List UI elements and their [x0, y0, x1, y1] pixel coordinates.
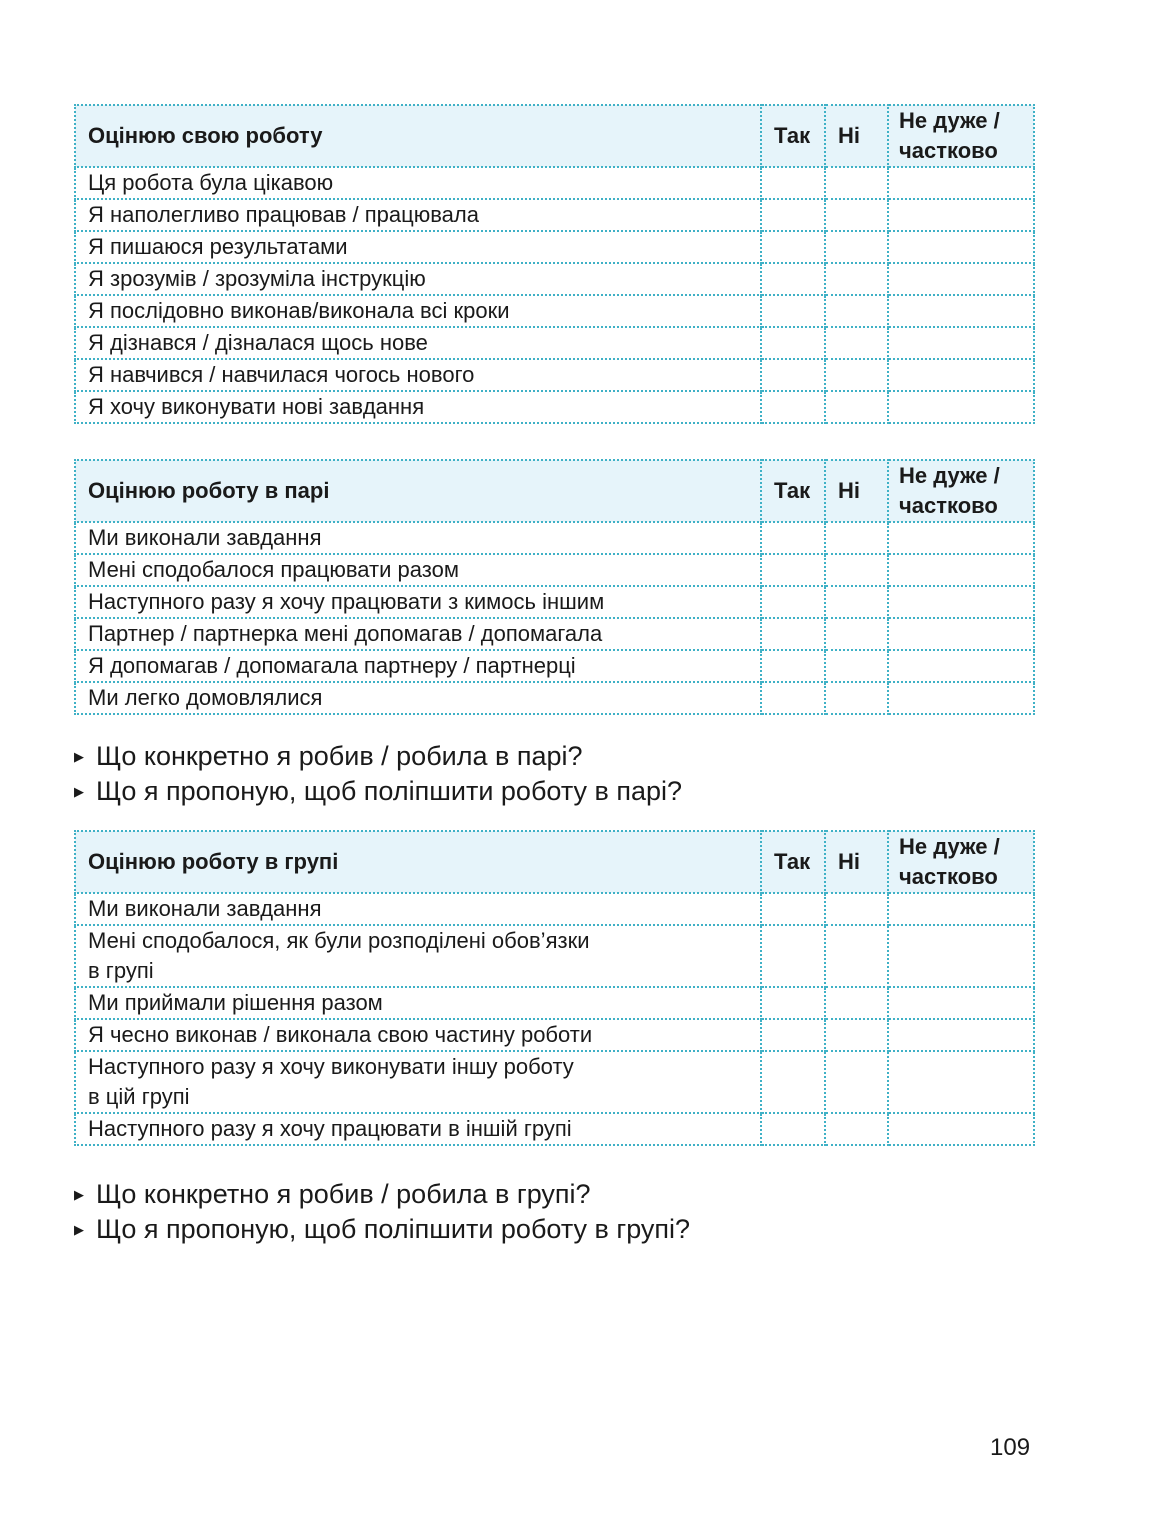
answer-yes-cell[interactable] [761, 586, 825, 618]
answer-no-cell[interactable] [825, 263, 888, 295]
answer-yes-cell[interactable] [761, 295, 825, 327]
table-header-row [75, 831, 1034, 893]
row-statement: Ця робота була цікавою [75, 167, 761, 199]
table-row [75, 586, 1034, 618]
answer-yes-cell[interactable] [761, 327, 825, 359]
triangle-right-icon: ▶ [74, 1187, 84, 1202]
table-row [75, 327, 1034, 359]
row-statement: Мені сподобалося працювати разом [75, 554, 761, 586]
list-item: ▶ Що конкретно я робив / робила в парі? [74, 739, 682, 774]
table-row [75, 925, 1034, 987]
answer-no-cell[interactable] [825, 199, 888, 231]
row-statement: Я наполегливо працював / працювала [75, 199, 761, 231]
table-row [75, 391, 1034, 423]
row-statement: Наступного разу я хочу виконувати іншу роботу в цій групі [75, 1051, 761, 1113]
row-statement: Я дізнався / дізналася щось нове [75, 327, 761, 359]
row-statement: Партнер / партнерка мені допомагав / допомагала [75, 618, 761, 650]
list-item: ▶ Що я пропоную, щоб поліпшити роботу в групі? [74, 1212, 690, 1247]
answer-partly-cell[interactable] [888, 167, 1034, 199]
answer-no-cell[interactable] [825, 554, 888, 586]
group-reflection-questions [74, 1177, 690, 1247]
answer-partly-cell[interactable] [888, 618, 1034, 650]
answer-yes-cell[interactable] [761, 391, 825, 423]
page-number: 109 [990, 1434, 1031, 1461]
row-statement: Я навчився / навчилася чогось нового [75, 359, 761, 391]
answer-partly-cell[interactable] [888, 263, 1034, 295]
row-statement: Я допомагав / допомагала партнеру / партнерці [75, 650, 761, 682]
triangle-right-icon: ▶ [74, 749, 84, 764]
answer-partly-cell[interactable] [888, 522, 1034, 554]
header-yes: Так [761, 460, 825, 522]
list-item: ▶ Що я пропоную, щоб поліпшити роботу в парі? [74, 774, 682, 809]
table-row [75, 167, 1034, 199]
answer-partly-cell[interactable] [888, 1019, 1034, 1051]
answer-partly-cell[interactable] [888, 359, 1034, 391]
answer-yes-cell[interactable] [761, 167, 825, 199]
answer-partly-cell[interactable] [888, 231, 1034, 263]
answer-yes-cell[interactable] [761, 618, 825, 650]
answer-no-cell[interactable] [825, 925, 888, 987]
answer-partly-cell[interactable] [888, 650, 1034, 682]
table-row [75, 263, 1034, 295]
row-statement: Я чесно виконав / виконала свою частину роботи [75, 1019, 761, 1051]
table-header-row [75, 105, 1034, 167]
header-question: Оцінюю свою роботу [75, 105, 761, 167]
row-statement: Я хочу виконувати нові завдання [75, 391, 761, 423]
table-row [75, 554, 1034, 586]
answer-yes-cell[interactable] [761, 893, 825, 925]
answer-partly-cell[interactable] [888, 682, 1034, 714]
answer-no-cell[interactable] [825, 522, 888, 554]
header-partly: Не дуже / частково [888, 831, 1034, 893]
triangle-right-icon: ▶ [74, 784, 84, 799]
answer-yes-cell[interactable] [761, 682, 825, 714]
self-assessment-table [74, 104, 1035, 424]
table-header-row [75, 460, 1034, 522]
answer-partly-cell[interactable] [888, 586, 1034, 618]
answer-yes-cell[interactable] [761, 263, 825, 295]
table-row [75, 231, 1034, 263]
row-statement: Ми виконали завдання [75, 522, 761, 554]
table-row [75, 618, 1034, 650]
answer-partly-cell[interactable] [888, 893, 1034, 925]
answer-no-cell[interactable] [825, 359, 888, 391]
answer-partly-cell[interactable] [888, 925, 1034, 987]
answer-no-cell[interactable] [825, 586, 888, 618]
answer-partly-cell[interactable] [888, 327, 1034, 359]
answer-no-cell[interactable] [825, 167, 888, 199]
table-row [75, 295, 1034, 327]
answer-yes-cell[interactable] [761, 925, 825, 987]
answer-yes-cell[interactable] [761, 1051, 825, 1113]
row-statement: Я пишаюся результатами [75, 231, 761, 263]
table-row [75, 682, 1034, 714]
table-row [75, 1113, 1034, 1145]
answer-no-cell[interactable] [825, 231, 888, 263]
pair-work-table [74, 459, 1035, 715]
answer-no-cell[interactable] [825, 327, 888, 359]
header-partly: Не дуже / частково [888, 105, 1034, 167]
answer-no-cell[interactable] [825, 295, 888, 327]
table-row [75, 1019, 1034, 1051]
group-work-table [74, 830, 1035, 1146]
answer-yes-cell[interactable] [761, 359, 825, 391]
answer-partly-cell[interactable] [888, 199, 1034, 231]
table-row [75, 1051, 1034, 1113]
header-yes: Так [761, 105, 825, 167]
answer-no-cell[interactable] [825, 1113, 888, 1145]
answer-partly-cell[interactable] [888, 1051, 1034, 1113]
answer-no-cell[interactable] [825, 682, 888, 714]
table-row [75, 199, 1034, 231]
header-no: Ні [825, 460, 888, 522]
header-question: Оцінюю роботу в групі [75, 831, 761, 893]
table-row [75, 893, 1034, 925]
answer-no-cell[interactable] [825, 1051, 888, 1113]
table-row [75, 650, 1034, 682]
header-no: Ні [825, 831, 888, 893]
answer-no-cell[interactable] [825, 618, 888, 650]
answer-no-cell[interactable] [825, 893, 888, 925]
answer-yes-cell[interactable] [761, 987, 825, 1019]
answer-yes-cell[interactable] [761, 522, 825, 554]
answer-yes-cell[interactable] [761, 1019, 825, 1051]
table-row [75, 359, 1034, 391]
row-statement: Ми легко домовлялися [75, 682, 761, 714]
row-statement: Я послідовно виконав/виконала всі кроки [75, 295, 761, 327]
row-statement: Ми виконали завдання [75, 893, 761, 925]
answer-partly-cell[interactable] [888, 987, 1034, 1019]
answer-partly-cell[interactable] [888, 295, 1034, 327]
list-item: ▶ Що конкретно я робив / робила в групі? [74, 1177, 690, 1212]
pair-reflection-questions [74, 739, 682, 809]
triangle-right-icon: ▶ [74, 1222, 84, 1237]
answer-yes-cell[interactable] [761, 231, 825, 263]
header-question: Оцінюю роботу в парі [75, 460, 761, 522]
answer-no-cell[interactable] [825, 1019, 888, 1051]
header-yes: Так [761, 831, 825, 893]
table-row [75, 987, 1034, 1019]
answer-yes-cell[interactable] [761, 1113, 825, 1145]
header-no: Ні [825, 105, 888, 167]
answer-no-cell[interactable] [825, 650, 888, 682]
row-statement: Мені сподобалося, як були розподілені обов’язки в групі [75, 925, 761, 987]
row-statement: Я зрозумів / зрозуміла інструкцію [75, 263, 761, 295]
row-statement: Наступного разу я хочу працювати в іншій групі [75, 1113, 761, 1145]
answer-yes-cell[interactable] [761, 554, 825, 586]
answer-partly-cell[interactable] [888, 554, 1034, 586]
answer-yes-cell[interactable] [761, 650, 825, 682]
row-statement: Наступного разу я хочу працювати з кимось іншим [75, 586, 761, 618]
row-statement: Ми приймали рішення разом [75, 987, 761, 1019]
answer-no-cell[interactable] [825, 391, 888, 423]
table-row [75, 522, 1034, 554]
answer-partly-cell[interactable] [888, 1113, 1034, 1145]
header-partly: Не дуже / частково [888, 460, 1034, 522]
answer-partly-cell[interactable] [888, 391, 1034, 423]
answer-yes-cell[interactable] [761, 199, 825, 231]
answer-no-cell[interactable] [825, 987, 888, 1019]
